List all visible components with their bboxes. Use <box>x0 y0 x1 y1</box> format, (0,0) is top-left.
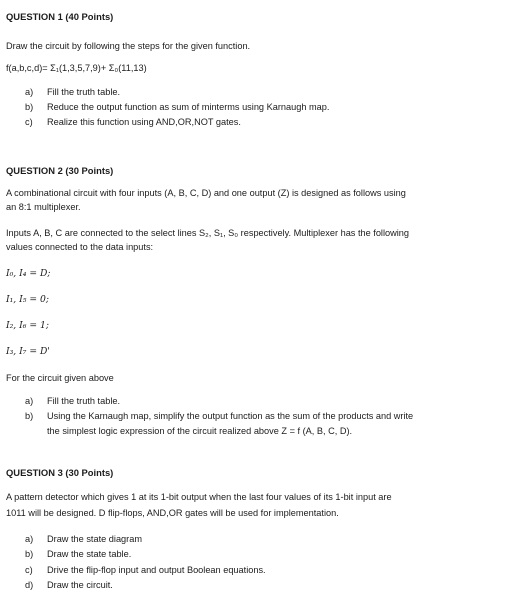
question-2-inputs-line-1: Inputs A, B, C are connected to the select lines S₂, S₁, S₀ respectively. Multiplexer has the following <box>6 228 410 238</box>
question-1-function: f(a,b,c,d)= Σ₁(1,3,5,7,9)+ Σ₀(11,13) <box>6 63 147 73</box>
question-3-heading: QUESTION 3 (30 Points) <box>6 467 114 478</box>
question-2-heading: QUESTION 2 (30 Points) <box>6 165 114 176</box>
item-text: Draw the state table. <box>47 549 132 559</box>
item-letter: c) <box>25 565 33 575</box>
data-input-i1-i5: I₁, I₅ = 0; <box>6 294 49 305</box>
question-2-intro-line-2: an 8:1 multiplexer. <box>6 202 81 212</box>
question-1-heading: QUESTION 1 (40 Points) <box>6 11 114 22</box>
item-text: Using the Karnaugh map, simplify the output function as the sum of the products and write <box>47 411 414 421</box>
question-2-for-circuit: For the circuit given above <box>6 373 114 383</box>
item-text: Draw the state diagram <box>47 534 142 544</box>
item-letter: a) <box>25 87 34 97</box>
question-2-intro-line-1: A combinational circuit with four inputs (A, B, C, D) and one output (Z) is designed as follows using <box>6 188 406 198</box>
item-text: Fill the truth table. <box>47 87 121 97</box>
item-letter: b) <box>25 102 34 112</box>
data-input-i3-i7: I₃, I₇ = D' <box>6 346 50 357</box>
data-input-i0-i4: I₀, I₄ = D; <box>6 268 51 279</box>
question-1-instruction: Draw the circuit by following the steps for the given function. <box>6 41 251 51</box>
item-text: Fill the truth table. <box>47 396 121 406</box>
item-text-continued: the simplest logic expression of the circuit realized above Z = f (A, B, C, D). <box>47 426 353 436</box>
question-2-inputs-line-2: values connected to the data inputs: <box>6 242 154 252</box>
item-text: Draw the circuit. <box>47 580 113 590</box>
question-3-intro-line-2: 1011 will be designed. D flip-flops, AND,OR gates will be used for implementation. <box>6 508 339 518</box>
item-letter: d) <box>25 580 34 590</box>
item-letter: b) <box>25 411 34 421</box>
item-text: Realize this function using AND,OR,NOT gates. <box>47 117 241 127</box>
item-letter: b) <box>25 549 34 559</box>
item-letter: c) <box>25 117 33 127</box>
item-text: Drive the flip-flop input and output Boolean equations. <box>47 565 266 575</box>
item-text: Reduce the output function as sum of minterms using Karnaugh map. <box>47 102 330 112</box>
item-letter: a) <box>25 396 34 406</box>
item-letter: a) <box>25 534 34 544</box>
question-3-intro-line-1: A pattern detector which gives 1 at its 1-bit output when the last four values of its 1-bit input are <box>6 492 392 502</box>
data-input-i2-i6: I₂, I₆ = 1; <box>6 320 49 331</box>
